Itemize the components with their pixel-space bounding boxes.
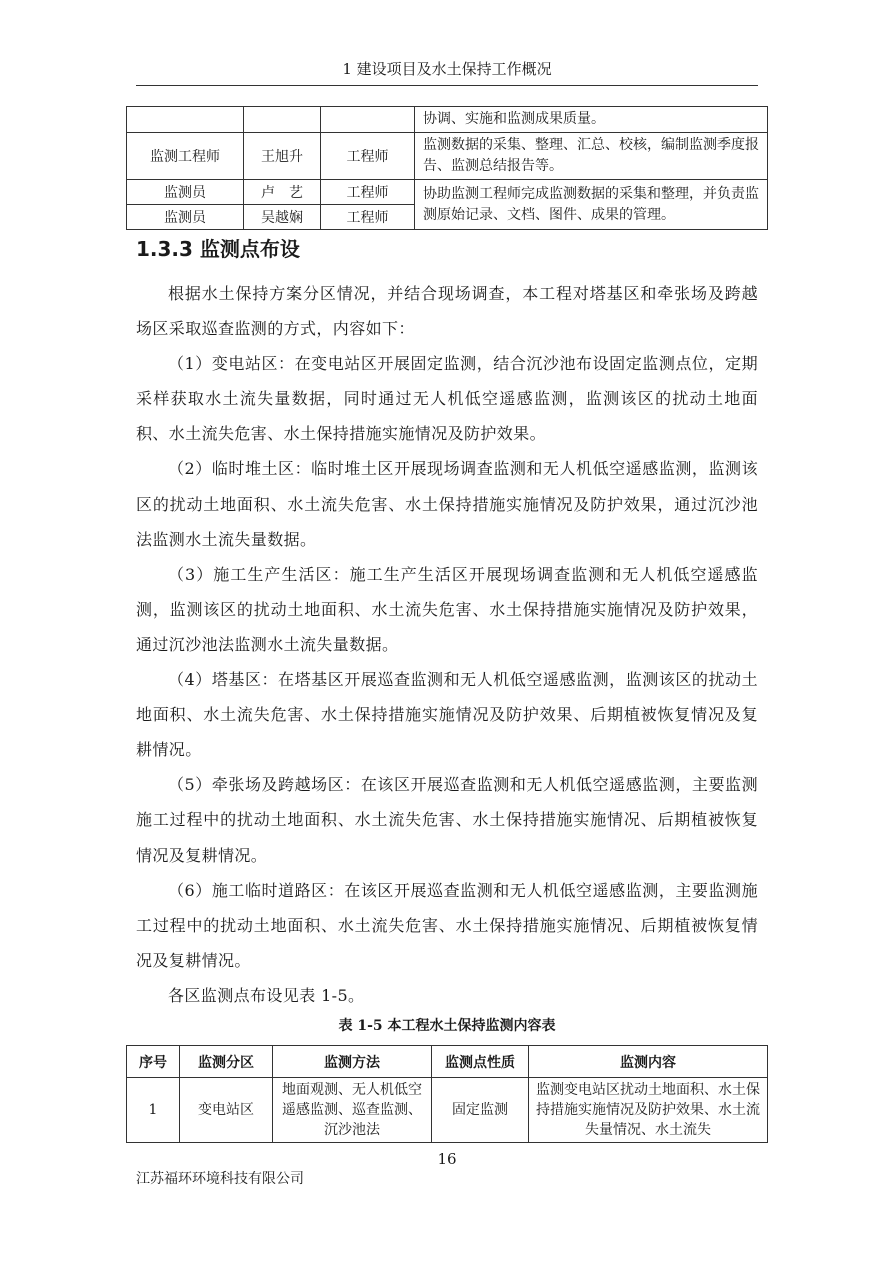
duty-cell: 协调、实施和监测成果质量。 xyxy=(415,107,768,133)
paragraph: （3）施工生产生活区：施工生产生活区开展现场调查监测和无人机低空遥感监测，监测该区的扰动土地面积、水土流失危害、水土保持措施实施情况及防护效果，通过沉沙池法监测水土流失量数据。 xyxy=(136,564,758,654)
role-cell: 监测工程师 xyxy=(127,133,244,180)
paragraph: （2）临时堆土区：临时堆土区开展现场调查监测和无人机低空遥感监测，监测该区的扰动土地面积、水土流失危害、水土保持措施实施情况及防护效果，通过沉沙池法监测水土流失量数据。 xyxy=(136,459,758,549)
title-cell: 工程师 xyxy=(321,180,415,205)
table-row xyxy=(127,180,768,205)
name-cell xyxy=(244,107,321,133)
header-cell: 监测点性质 xyxy=(432,1046,529,1078)
content-cell: 监测变电站区扰动土地面积、水土保持措施实施情况及防护效果、水土流失量情况、水土流失 xyxy=(529,1078,768,1143)
name-cell: 卢 艺 xyxy=(244,180,321,205)
duty-cell: 监测数据的采集、整理、汇总、校核，编制监测季度报告、监测总结报告等。 xyxy=(415,133,768,180)
staff-table xyxy=(126,106,768,230)
role-cell: 监测员 xyxy=(127,180,244,205)
table-row xyxy=(127,1078,768,1143)
title-cell xyxy=(321,107,415,133)
paragraph: 各区监测点布设见表 1-5。 xyxy=(168,985,365,1005)
name-cell: 吴越娴 xyxy=(244,205,321,230)
page-number: 16 xyxy=(437,1150,457,1168)
header-cell: 监测内容 xyxy=(529,1046,768,1078)
title-cell: 工程师 xyxy=(321,133,415,180)
paragraph: （6）施工临时道路区：在该区开展巡查监测和无人机低空遥感监测，主要监测施工过程中的扰动土地面积、水土流失危害、水土保持措施实施情况、后期植被恢复情况及复耕情况。 xyxy=(136,880,758,970)
paragraph: 根据水土保持方案分区情况，并结合现场调查，本工程对塔基区和牵张场及跨越场区采取巡查监测的方式，内容如下： xyxy=(136,284,758,339)
paragraph: （5）牵张场及跨越场区：在该区开展巡查监测和无人机低空遥感监测，主要监测施工过程中的扰动土地面积、水土流失危害、水土保持措施实施情况、后期植被恢复情况及复耕情况。 xyxy=(136,775,758,865)
role-cell: 监测员 xyxy=(127,205,244,230)
header-cell: 序号 xyxy=(127,1046,180,1078)
table-row xyxy=(127,133,768,180)
header-cell: 监测分区 xyxy=(180,1046,273,1078)
paragraph: （1）变电站区：在变电站区开展固定监测，结合沉沙池布设固定监测点位，定期采样获取水土流失量数据，同时通过无人机低空遥感监测，监测该区的扰动土地面积、水土流失危害、水土保持措施实施情况及防护效果。 xyxy=(136,354,758,444)
zone-cell: 变电站区 xyxy=(180,1078,273,1143)
table-row xyxy=(127,107,768,133)
duty-cell: 协助监测工程师完成监测数据的采集和整理，并负责监测原始记录、文档、图件、成果的管理。 xyxy=(415,180,768,230)
monitor-table xyxy=(126,1045,768,1143)
header-cell: 监测方法 xyxy=(273,1046,432,1078)
point-type-cell: 固定监测 xyxy=(432,1078,529,1143)
method-cell: 地面观测、无人机低空遥感监测、巡查监测、沉沙池法 xyxy=(273,1078,432,1143)
paragraph: （4）塔基区：在塔基区开展巡查监测和无人机低空遥感监测，监测该区的扰动土地面积、水土流失危害、水土保持措施实施情况及防护效果、后期植被恢复情况及复耕情况。 xyxy=(136,670,758,760)
title-cell: 工程师 xyxy=(321,205,415,230)
role-cell xyxy=(127,107,244,133)
company-name: 江苏福环环境科技有限公司 xyxy=(136,1171,304,1187)
table-caption: 表 1-5 本工程水土保持监测内容表 xyxy=(338,1018,556,1034)
index-cell: 1 xyxy=(127,1078,180,1143)
body-text xyxy=(136,276,758,1013)
page-header: 1 建设项目及水土保持工作概况 xyxy=(136,58,758,86)
section-heading: 1.3.3 监测点布设 xyxy=(136,237,300,261)
name-cell: 王旭升 xyxy=(244,133,321,180)
table-header-row xyxy=(127,1046,768,1078)
